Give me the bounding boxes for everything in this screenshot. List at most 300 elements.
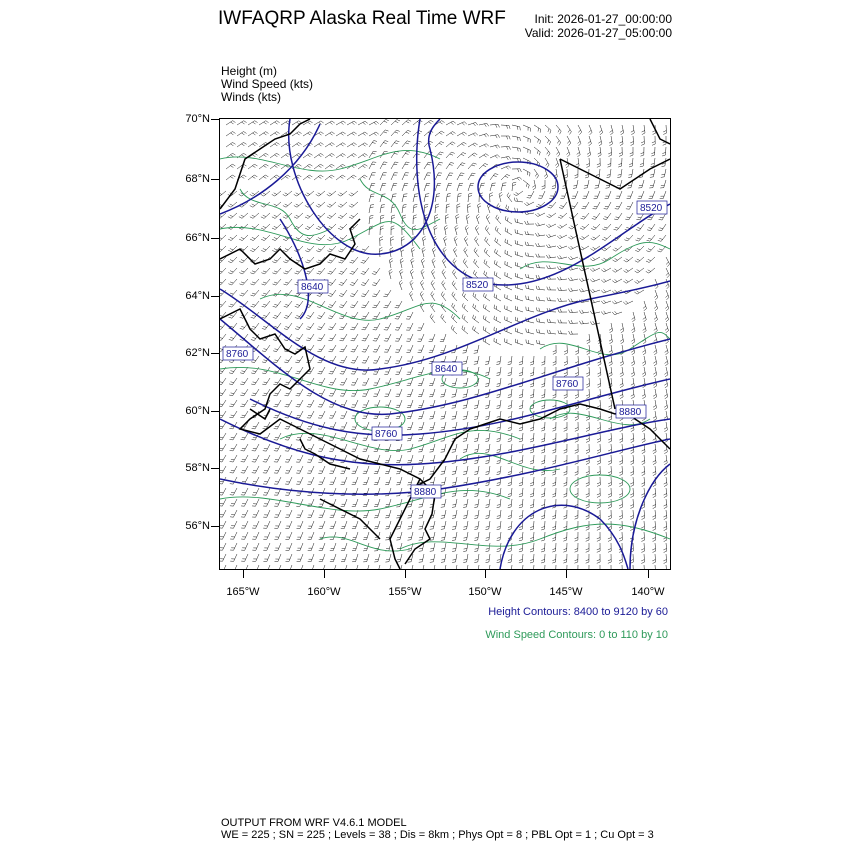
height-contour: [250, 379, 670, 435]
footer-model-line: OUTPUT FROM WRF V4.6.1 MODEL: [221, 817, 407, 829]
wind-barb: [463, 466, 468, 475]
wind-barb: [274, 521, 281, 528]
wind-barb: [402, 162, 409, 169]
wind-barb: [652, 521, 655, 531]
wind-barb: [508, 411, 512, 420]
lat-tick: [211, 179, 219, 180]
wind-barb: [237, 121, 247, 125]
wind-barb: [431, 280, 435, 290]
wind-barb: [456, 214, 460, 224]
wind-barb: [285, 455, 292, 462]
wind-barb: [597, 499, 600, 508]
wind-barb: [284, 279, 293, 285]
wind-barb: [630, 466, 633, 476]
wind-barb: [226, 121, 236, 125]
wind-barb: [330, 554, 336, 562]
wind-barb: [250, 268, 259, 274]
wind-barb: [558, 224, 568, 228]
wind-barb: [590, 268, 600, 272]
wind-barb: [519, 433, 523, 442]
wind-barb: [341, 521, 347, 529]
wind-barb: [339, 268, 347, 274]
wind-barb: [497, 521, 501, 530]
wind-barb: [352, 532, 358, 540]
wind-barb: [615, 202, 622, 209]
wind-barb: [230, 444, 237, 451]
wind-barb: [338, 202, 347, 207]
wind-barb: [479, 123, 489, 126]
wind-barb: [591, 224, 600, 230]
wind-barb: [588, 136, 592, 146]
wind-barb: [395, 301, 402, 308]
wind-barb: [263, 510, 270, 517]
wind-barb: [608, 477, 611, 486]
wind-barb: [501, 156, 511, 160]
wind-barb: [564, 444, 567, 453]
wind-barb: [575, 356, 578, 366]
wind-barb: [613, 257, 622, 262]
svg-text:8880: 8880: [414, 487, 437, 498]
wind-barb: [612, 301, 622, 305]
wind-barb: [508, 565, 512, 569]
wind-barb: [252, 565, 259, 569]
wind-barb: [363, 532, 369, 540]
wind-barb: [535, 213, 545, 217]
wind-barb: [369, 132, 379, 136]
lat-label-62: 62°N: [185, 347, 210, 359]
wind-barb: [575, 466, 578, 475]
wind-barb: [575, 565, 579, 569]
wind-barb: [259, 175, 268, 180]
wind-barb: [306, 323, 314, 330]
wind-barb: [519, 367, 523, 376]
wind-barb: [347, 175, 356, 180]
wind-barb: [431, 291, 435, 301]
wind-barb: [380, 205, 385, 214]
wind-barb: [597, 378, 600, 388]
wind-barb: [430, 543, 435, 551]
svg-text:8760: 8760: [556, 379, 579, 390]
wind-barb: [614, 224, 622, 230]
wind-barb: [358, 121, 368, 125]
wind-barb: [369, 121, 379, 125]
wind-barb: [559, 202, 567, 209]
wind-barb: [663, 565, 666, 569]
wind-barb: [308, 543, 314, 551]
wind-barb: [484, 248, 490, 257]
wind-barb: [228, 202, 237, 207]
wind-barb: [285, 389, 293, 396]
wind-barb: [586, 367, 589, 377]
wind-barb: [432, 247, 436, 257]
wind-barb: [305, 224, 314, 230]
wind-barb: [430, 554, 435, 562]
wind-barb: [380, 162, 387, 169]
wind-barb: [352, 554, 358, 562]
wind-barb: [486, 565, 491, 569]
wind-barb: [586, 356, 589, 366]
wind-barb: [441, 466, 446, 474]
wind-barb: [553, 345, 556, 354]
wind-barb: [556, 147, 560, 157]
wind-barb: [373, 312, 381, 319]
wind-barb: [237, 132, 247, 137]
wind-barb: [362, 323, 370, 330]
wind-barb: [240, 378, 248, 385]
wind-barb: [361, 312, 369, 319]
chart-title: IWFAQRP Alaska Real Time WRF: [218, 8, 506, 29]
wind-barb: [250, 202, 259, 207]
wind-barb: [483, 304, 490, 312]
wind-barb: [512, 177, 522, 180]
wind-barb: [274, 433, 281, 440]
wind-barb: [318, 400, 325, 407]
wind-barb: [577, 147, 581, 157]
wind-barb: [463, 356, 469, 364]
wind-barb: [586, 433, 589, 442]
wind-barb: [575, 510, 578, 519]
wind-barb: [641, 510, 644, 520]
wind-barb: [564, 356, 567, 365]
wind-barb: [665, 323, 669, 333]
wind-barb: [296, 389, 303, 396]
wind-barb: [541, 477, 545, 486]
wind-barb: [474, 400, 479, 409]
wind-barb: [418, 466, 424, 474]
wind-barb: [352, 466, 358, 474]
wind-barb: [514, 198, 523, 202]
wind-barb: [314, 153, 324, 158]
wind-barb: [616, 191, 622, 199]
wind-barb: [642, 125, 645, 135]
wind-barb: [396, 389, 402, 397]
wind-barb: [340, 378, 347, 385]
wind-barb: [602, 224, 611, 230]
wind-barb: [327, 202, 336, 207]
wind-barb: [497, 466, 502, 475]
wind-barb: [530, 466, 534, 475]
wind-barb: [263, 466, 270, 473]
wind-barb: [495, 249, 502, 257]
wind-barb: [408, 532, 414, 540]
wind-barb: [623, 279, 633, 283]
wind-barb: [601, 279, 611, 283]
map-panel[interactable]: [219, 118, 671, 570]
wind-barb: [542, 367, 546, 376]
svg-text:8640: 8640: [435, 364, 458, 375]
wind-barb: [338, 246, 347, 252]
lon-tick: [405, 570, 406, 578]
wind-barb: [374, 554, 380, 562]
wind-barb: [583, 191, 590, 198]
wind-barb: [591, 235, 600, 240]
wind-barb: [564, 466, 567, 475]
wind-barb: [441, 543, 446, 551]
wind-barb: [251, 301, 259, 307]
wind-barb: [351, 356, 358, 363]
wind-barb: [664, 455, 667, 465]
wind-barb: [462, 326, 468, 334]
wind-barb: [651, 158, 655, 167]
wind-barb: [396, 400, 402, 408]
wind-barb: [336, 175, 345, 180]
wind-barb: [241, 433, 248, 440]
wind-barb: [407, 389, 413, 397]
border: [560, 159, 615, 409]
wind-barb: [372, 268, 380, 275]
wind-barb: [474, 248, 479, 257]
wind-barb: [400, 258, 404, 268]
wind-barb: [598, 136, 602, 146]
wind-barb: [642, 433, 645, 443]
wind-barb: [512, 182, 516, 191]
wind-barb: [410, 280, 414, 290]
wind-barb: [420, 291, 424, 301]
wind-barb: [396, 532, 402, 540]
wind-barb: [230, 565, 237, 569]
wind-barb: [340, 345, 347, 352]
wind-barb: [230, 455, 237, 462]
wind-barb: [505, 272, 512, 279]
wind-barb: [575, 521, 578, 530]
wind-barb: [652, 136, 655, 145]
wind-barb: [630, 488, 633, 498]
wind-barb: [546, 255, 556, 258]
wind-barb: [641, 543, 644, 553]
contour-label: [411, 485, 441, 498]
wind-barb: [541, 565, 545, 569]
wind-barb: [452, 303, 457, 312]
wind-barb: [619, 455, 622, 465]
wind-barb: [641, 565, 644, 569]
wind-barb: [541, 400, 545, 409]
wind-barb: [220, 565, 226, 569]
wind-barb: [464, 247, 468, 257]
wind-barb: [545, 147, 550, 156]
wind-barb: [446, 183, 452, 191]
wind-barb: [220, 246, 226, 252]
wind-barb: [418, 345, 424, 352]
wind-barb: [463, 389, 468, 397]
wind-barb: [452, 455, 457, 463]
wind-barb: [273, 312, 281, 318]
wind-barb: [527, 191, 534, 198]
wind-barb: [526, 307, 534, 312]
lat-label-66: 66°N: [185, 232, 210, 244]
wind-barb: [402, 120, 411, 125]
wind-barb: [429, 345, 435, 353]
wind-barb: [501, 174, 510, 180]
wind-barb: [463, 532, 468, 541]
wind-barb: [314, 175, 323, 180]
wind-barb: [558, 298, 567, 301]
wind-barb: [564, 455, 567, 464]
wind-barb: [435, 162, 443, 169]
wind-barb: [226, 164, 235, 169]
wind-barb: [546, 244, 556, 248]
wind-barb: [250, 235, 259, 241]
wind-barb: [406, 312, 413, 319]
wind-barb: [598, 367, 601, 377]
wind-barb: [241, 499, 248, 506]
wind-barb: [468, 122, 478, 126]
wind-barb: [220, 235, 226, 241]
wind-barb: [325, 175, 334, 180]
wind-barb: [590, 310, 600, 314]
wind-barb: [421, 269, 424, 279]
lon-tick: [566, 570, 567, 578]
wind-barb: [419, 565, 424, 569]
wind-barb: [317, 268, 325, 274]
map-canvas[interactable]: [220, 119, 670, 569]
wind-barb: [642, 356, 645, 366]
wind-barb: [515, 251, 523, 257]
wind-barb: [272, 268, 281, 274]
wind-barb: [534, 147, 540, 155]
wind-barb: [285, 521, 292, 528]
wind-barb: [220, 510, 226, 517]
wind-barb: [220, 389, 226, 396]
wind-barb: [263, 488, 270, 495]
wind-barb: [340, 356, 347, 363]
wind-barb: [294, 202, 303, 207]
wind-barb: [465, 225, 469, 235]
wind-barb: [519, 554, 523, 563]
wind-barb: [262, 312, 270, 318]
wind-barb: [263, 455, 270, 462]
wind-barb: [373, 378, 380, 385]
wind-barb: [240, 400, 248, 407]
wind-barb: [582, 202, 590, 209]
wind-barb: [525, 221, 534, 224]
wind-barb: [248, 132, 258, 136]
wind-barb: [530, 565, 534, 569]
wind-barb: [384, 334, 391, 341]
wind-barb: [619, 466, 622, 476]
wind-barb: [285, 510, 292, 517]
wind-barb: [434, 225, 437, 235]
wind-barb: [230, 510, 237, 517]
wind-barb: [319, 521, 325, 529]
wind-barb: [369, 173, 376, 180]
wind-barb: [328, 290, 336, 296]
wind-barb: [494, 305, 501, 312]
wind-barb: [497, 455, 502, 464]
wind-barb: [351, 378, 358, 385]
contour-label: [432, 362, 462, 375]
wind-barb: [380, 183, 386, 191]
wind-barb: [485, 532, 490, 541]
wind-barb: [435, 183, 441, 191]
wind-barb: [395, 323, 402, 330]
wind-barb: [530, 532, 534, 541]
wind-barb: [590, 279, 600, 282]
wind-barb: [423, 236, 427, 246]
wind-barb: [496, 356, 501, 365]
wind-barb: [408, 510, 414, 518]
wind-barb: [457, 183, 463, 191]
wind-barb: [532, 180, 536, 190]
wind-barb: [379, 247, 382, 257]
wind-barb: [402, 151, 410, 158]
lat-tick: [211, 526, 219, 527]
wind-barb: [435, 204, 439, 213]
wind-barb: [339, 323, 347, 330]
wind-barb: [575, 422, 578, 431]
wind-barb: [457, 132, 467, 136]
wind-barb: [635, 246, 644, 252]
wind-barb: [352, 565, 358, 569]
wind-barb: [564, 345, 567, 354]
wind-barb: [453, 247, 457, 257]
wind-barb: [604, 202, 611, 209]
wind-barb: [603, 213, 611, 220]
wind-barb: [463, 259, 468, 268]
wind-barb: [505, 294, 512, 301]
wind-barb: [286, 554, 293, 561]
wind-barb: [452, 411, 457, 419]
wind-barb: [419, 510, 424, 518]
wind-barb: [490, 155, 500, 159]
wind-barb: [463, 565, 468, 569]
wind-barb: [452, 510, 457, 519]
wind-barb: [358, 154, 368, 159]
wind-barb: [220, 268, 226, 274]
wind-barb: [530, 356, 534, 365]
wind-barb: [292, 143, 302, 148]
wind-barb: [402, 194, 407, 202]
wind-barb: [631, 433, 634, 443]
wind-barb: [395, 367, 402, 374]
wind-barb: [630, 477, 633, 487]
wind-barb: [586, 389, 589, 399]
wind-barb: [536, 297, 545, 301]
wind-barb: [530, 499, 534, 508]
wind-barb: [643, 323, 647, 333]
wind-barb: [619, 444, 622, 454]
wind-barb: [508, 466, 512, 475]
lon-tick: [485, 570, 486, 578]
wind-barb: [530, 543, 534, 552]
wind-barb: [400, 269, 404, 279]
wind-barb: [654, 345, 657, 355]
wind-barb: [274, 477, 281, 484]
wind-barb: [226, 175, 235, 180]
wind-barb: [592, 213, 600, 219]
wind-barb: [358, 164, 367, 169]
wind-barb: [463, 433, 468, 441]
wind-barb: [272, 191, 281, 196]
wind-barb: [658, 235, 666, 241]
wind-barb: [632, 323, 636, 333]
wind-barb: [601, 311, 611, 315]
wind-barb: [316, 246, 325, 252]
wind-barb: [530, 554, 534, 563]
wind-barb: [362, 334, 369, 341]
wind-barb: [228, 279, 237, 285]
wind-barb: [417, 323, 424, 330]
wind-barb: [508, 510, 512, 519]
wind-barb: [580, 224, 589, 230]
wind-barb: [274, 400, 282, 407]
wind-barb: [631, 356, 635, 366]
wind-barb: [519, 510, 523, 519]
wind-barb: [361, 257, 369, 263]
wind-barb: [586, 532, 589, 541]
legend-wind-speed: Wind Speed (kts): [221, 77, 314, 91]
wind-barb: [297, 554, 303, 562]
wind-barb: [259, 164, 268, 169]
